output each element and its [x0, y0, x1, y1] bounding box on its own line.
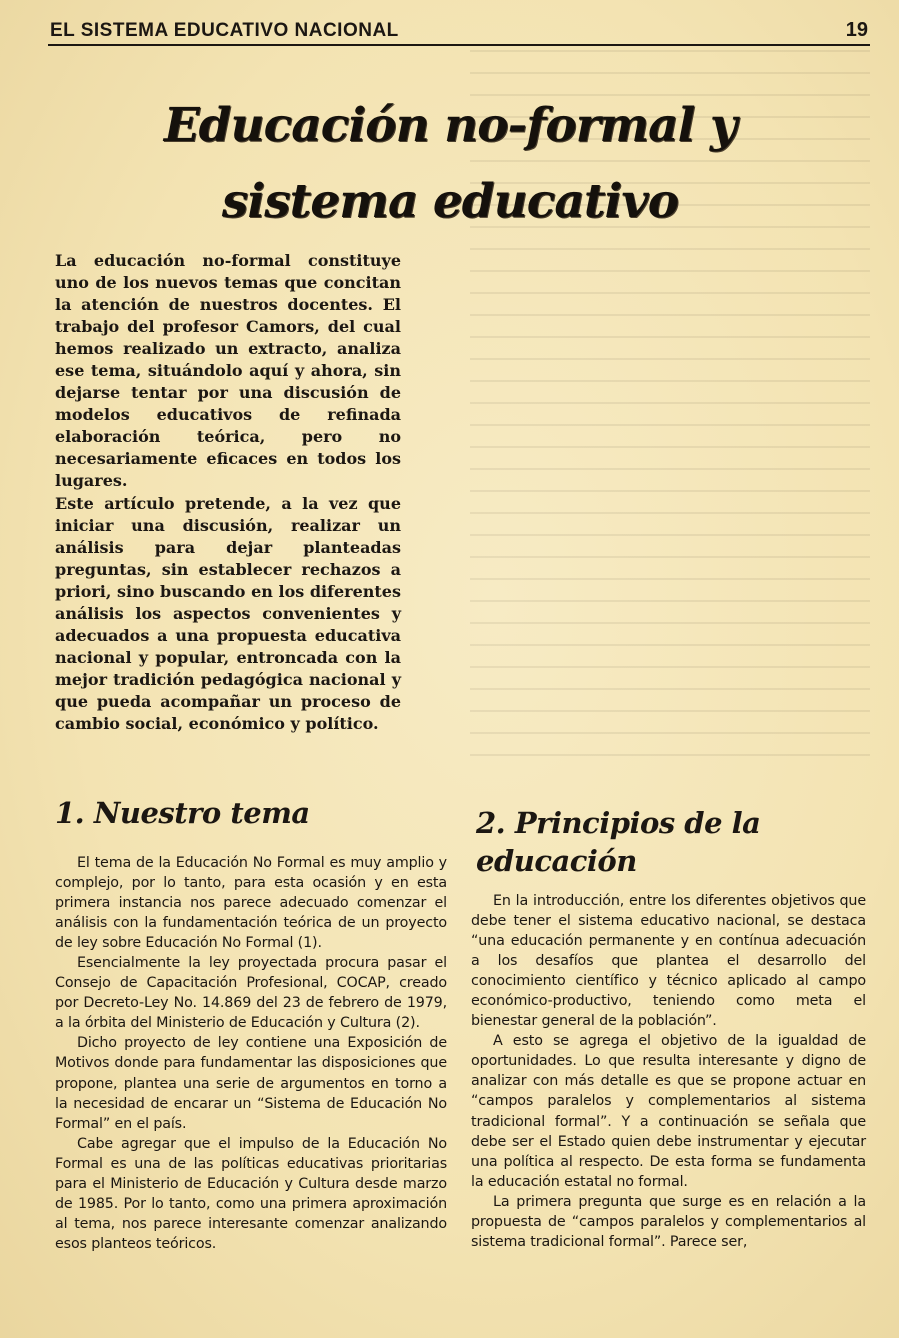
body-paragraph: Esencialmente la ley proyectada procura pasar el Consejo de Capacitación Profesional, COCAP, creado por Decreto-Ley No. 14.869 del 23 de febrero de 1979, a la órbita del Ministerio de Educación y Cultura (2).	[55, 955, 447, 1032]
article-title-line-2: sistema educativo	[221, 174, 679, 229]
article-intro	[55, 250, 401, 735]
body-paragraph: A esto se agrega el objetivo de la igualdad de oportunidades. Lo que resulta interesante y digno de analizar con más detalle es que se propone actuar en “campos paralelos y complementarios al sistema tradicional formal”. Y a continuación se señala que debe ser el Estado quien debe instrumentar y ejecutar una política al respecto. De esta forma se fundamenta la educación estatal no formal.	[471, 1033, 866, 1190]
body-paragraph: La primera pregunta que surge es en relación a la propuesta de “campos paralelos y complementarios al sistema tradicional formal”. Parece ser,	[471, 1193, 866, 1250]
article-title	[60, 88, 840, 240]
page-number: 19	[845, 19, 868, 41]
running-header	[48, 18, 870, 46]
intro-paragraph: Este artículo pretende, a la vez que iniciar una discusión, realizar un análisis para dejar planteadas preguntas, sin establecer rechazos a priori, sino buscando en los diferentes análisis los aspectos convenientes y adecuados a una propuesta educativa nacional y popular, entroncada con la mejor tradición pedagógica nacional y que pueda acompañar un proceso de cambio social, económico y político.	[55, 493, 401, 733]
section-2-body	[471, 891, 866, 1252]
body-paragraph: Cabe agregar que el impulso de la Educación No Formal es una de las políticas educativas prioritarias para el Ministerio de Educación y Cultura desde marzo de 1985. Por lo tanto, como una primera aproximación al tema, nos parece interesante comenzar analizando esos planteos teóricos.	[55, 1135, 447, 1252]
body-paragraph: En la introducción, entre los diferentes objetivos que debe tener el sistema educativo nacional, se destaca “una educación permanente y en contínua adecuación a los desafíos que plantea el desarrollo del conocimiento científico y técnico aplicado al campo económico-productivo, teniendo como meta el bienestar general de la población”.	[471, 893, 866, 1030]
section-1-heading: 1. Nuestro tema	[55, 796, 310, 830]
section-2-heading-line-2: educación	[476, 844, 637, 878]
section-2-heading	[476, 804, 760, 880]
body-paragraph: Dicho proyecto de ley contiene una Exposición de Motivos donde para fundamentar las disposiciones que propone, plantea una serie de argumentos en torno a la necesidad de encarar un “Sistema de Educación No Formal” en el país.	[55, 1035, 447, 1132]
article-title-line-1: Educación no-formal y	[163, 98, 737, 153]
body-paragraph: El tema de la Educación No Formal es muy amplio y complejo, por lo tanto, para esta ocasión y en esta primera instancia nos parece adecuado comenzar el análisis con la fundamentación teórica de un proyecto de ley sobre Educación No Formal (1).	[55, 855, 447, 952]
intro-paragraph: La educación no-formal constituye uno de los nuevos temas que concitan la atención de nuestros docentes. El trabajo del profesor Camors, del cual hemos realizado un extracto, analiza ese tema, situándolo aquí y ahora, sin dejarse tentar por una discusión de modelos educativos de refinada elaboración teórica, pero no necesariamente eficaces en todos los lugares.	[55, 251, 401, 491]
running-title: EL SISTEMA EDUCATIVO NACIONAL	[50, 20, 399, 41]
section-1-body	[55, 853, 447, 1254]
section-2-heading-line-1: 2. Principios de la	[476, 806, 761, 840]
